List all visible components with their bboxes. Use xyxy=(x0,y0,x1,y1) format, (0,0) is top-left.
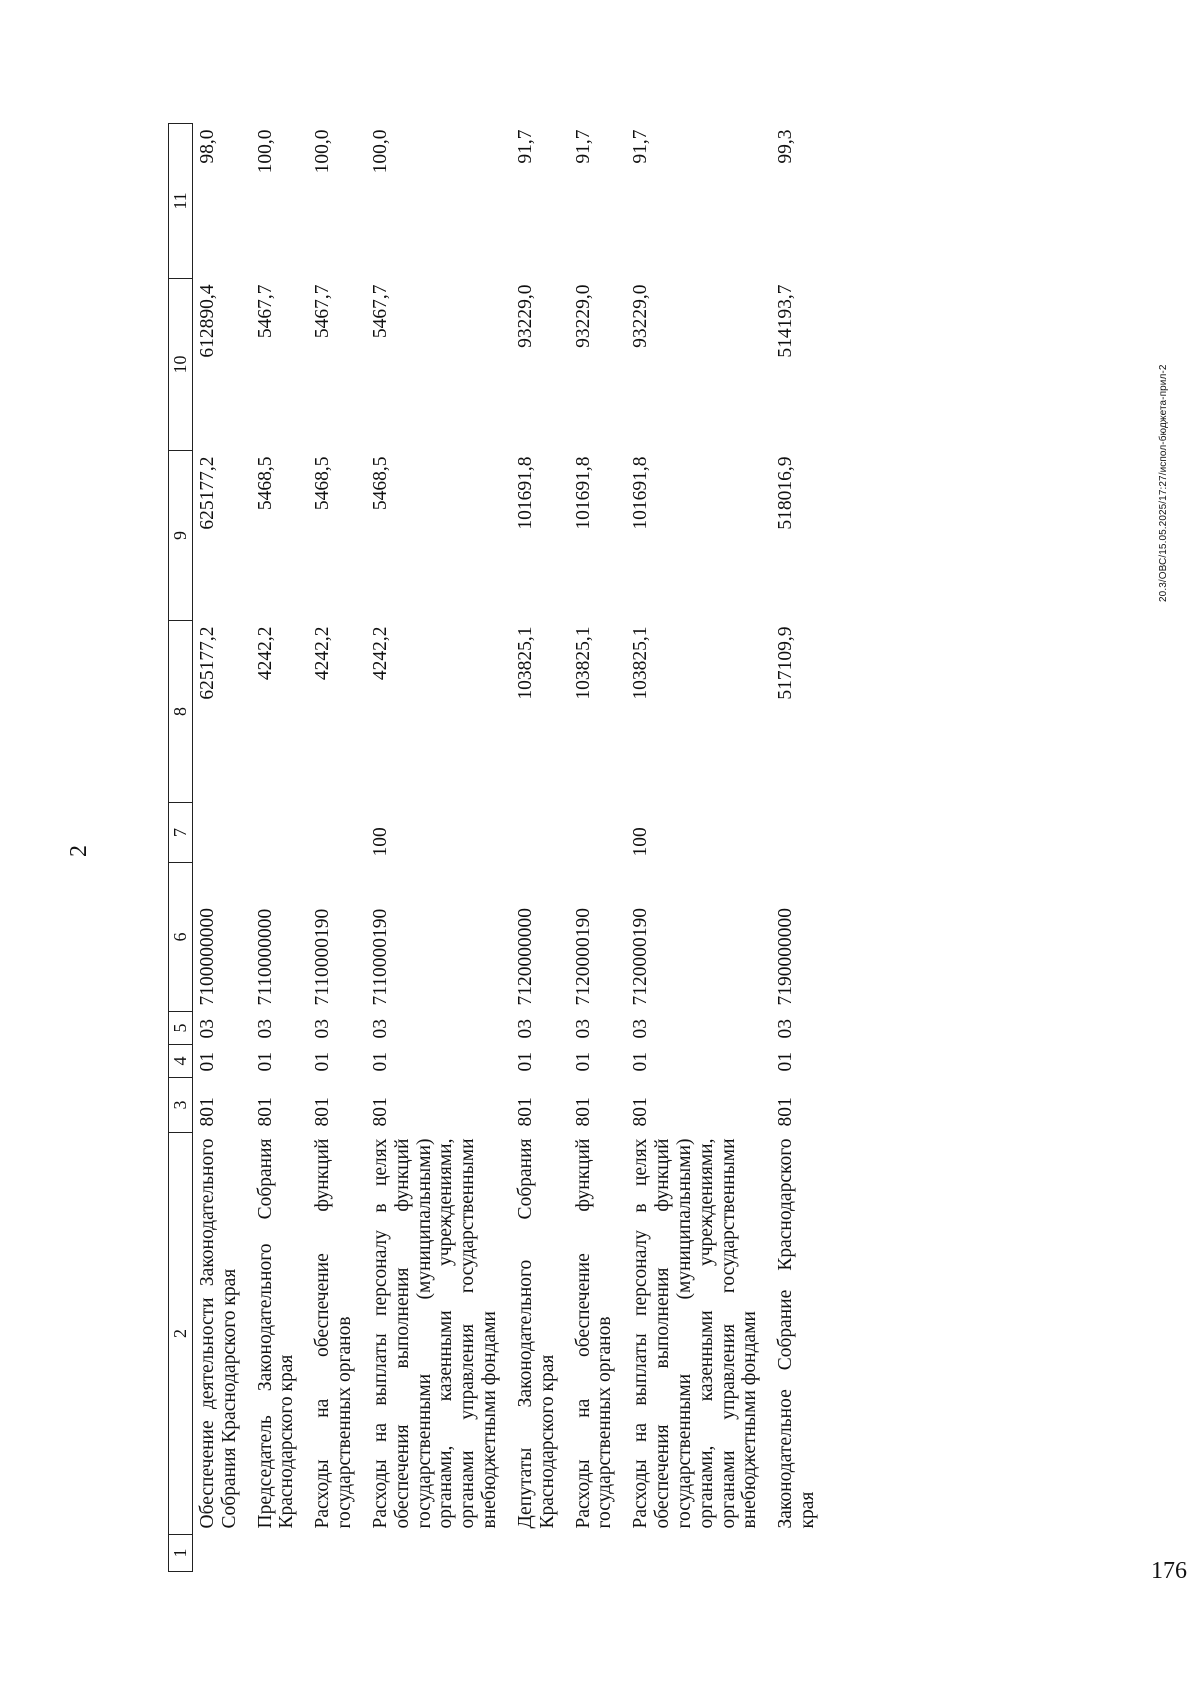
cell-name: Обеспечение деятельности Законодательного Собрания Краснодарского края xyxy=(197,1138,240,1529)
cell-subsection: 03 xyxy=(775,1019,797,1039)
cell-col11: 98,0 xyxy=(197,129,218,164)
cell-target: 7110000190 xyxy=(369,908,391,1006)
cell-col9: 518016,9 xyxy=(775,456,797,530)
cell-subsection: 03 xyxy=(369,1019,391,1039)
cell-col11: 100,0 xyxy=(254,129,276,174)
cell-col8: 4242,2 xyxy=(254,626,276,681)
cell-col10: 5467,7 xyxy=(254,284,276,339)
cell-section: 01 xyxy=(572,1052,594,1072)
cell-admin: 801 xyxy=(312,1097,334,1127)
table-row xyxy=(771,124,829,1572)
col-header-5: 5 xyxy=(169,1012,193,1045)
cell-subsection: 03 xyxy=(514,1019,536,1039)
cell-subsection: 03 xyxy=(197,1019,218,1039)
cell-col9: 5468,5 xyxy=(369,456,391,511)
cell-col9: 101691,8 xyxy=(630,456,652,530)
cell-admin: 801 xyxy=(254,1097,276,1127)
footer-code: 20.3/ОВС/15.05.2025/17:27/испол-бюджета-прил-2 xyxy=(1158,364,1169,602)
cell-target: 7120000190 xyxy=(572,908,594,1006)
cell-subsection: 03 xyxy=(254,1019,276,1039)
cell-col8: 103825,1 xyxy=(572,626,594,700)
cell-num xyxy=(626,1535,771,1572)
cell-admin: 801 xyxy=(369,1097,391,1127)
table-row xyxy=(569,124,627,1572)
cell-col11: 100,0 xyxy=(312,129,334,174)
cell-num xyxy=(771,1535,829,1572)
cell-admin: 801 xyxy=(775,1097,797,1127)
col-header-7: 7 xyxy=(169,803,193,863)
cell-section: 01 xyxy=(775,1052,797,1072)
cell-col10: 5467,7 xyxy=(369,284,391,339)
cell-name: Председатель Законодательного Собрания Краснодарского края xyxy=(254,1138,298,1529)
col-header-9: 9 xyxy=(169,451,193,621)
cell-target: 7120000000 xyxy=(514,908,536,1006)
cell-col8: 4242,2 xyxy=(369,626,391,681)
cell-name: Расходы на выплаты персоналу в целях обеспечения выполнения функций государственными (муниципальными) органами, казенными учреждениями, органами управления государственными внебюджетными фондами xyxy=(630,1138,761,1529)
cell-col10: 93229,0 xyxy=(630,284,652,348)
cell-col8: 517109,9 xyxy=(775,626,797,700)
col-header-8: 8 xyxy=(169,621,193,803)
cell-admin: 801 xyxy=(572,1097,594,1127)
cell-col8: 103825,1 xyxy=(514,626,536,700)
cell-expense-type xyxy=(569,803,627,863)
col-header-6: 6 xyxy=(169,863,193,1012)
cell-admin: 801 xyxy=(514,1097,536,1127)
cell-col11: 99,3 xyxy=(775,129,797,164)
cell-num xyxy=(511,1535,569,1572)
cell-col9: 5468,5 xyxy=(254,456,276,511)
col-header-2: 2 xyxy=(169,1133,193,1535)
cell-col9: 5468,5 xyxy=(312,456,334,511)
cell-col8: 103825,1 xyxy=(630,626,652,700)
page-number: 2 xyxy=(66,845,92,857)
cell-col11: 91,7 xyxy=(514,129,536,164)
cell-target: 7120000190 xyxy=(630,908,652,1006)
cell-expense-type xyxy=(511,803,569,863)
cell-col10: 5467,7 xyxy=(312,284,334,339)
cell-section: 01 xyxy=(630,1052,652,1072)
col-header-11: 11 xyxy=(169,124,193,279)
cell-expense-type xyxy=(771,803,829,863)
table-row xyxy=(366,124,511,1572)
table-row xyxy=(626,124,771,1572)
cell-name: Расходы на выплаты персоналу в целях обеспечения выполнения функций государственными (муниципальными) органами, казенными учреждениями, органами управления государственными внебюджетными фондами xyxy=(369,1138,501,1529)
cell-section: 01 xyxy=(312,1052,334,1072)
header-row xyxy=(169,124,193,1572)
cell-section: 01 xyxy=(369,1052,391,1072)
col-header-4: 4 xyxy=(169,1045,193,1078)
cell-name: Расходы на обеспечение функций государственных органов xyxy=(572,1138,616,1529)
col-header-1: 1 xyxy=(169,1535,193,1572)
cell-target: 7110000190 xyxy=(312,908,334,1006)
cell-target: 7100000000 xyxy=(197,908,218,1006)
cell-section: 01 xyxy=(254,1052,276,1072)
cell-section: 01 xyxy=(514,1052,536,1072)
cell-num xyxy=(193,1535,251,1572)
budget-table xyxy=(168,123,829,1572)
table-row xyxy=(511,124,569,1572)
table-row xyxy=(193,124,251,1572)
table-row xyxy=(251,124,309,1572)
cell-target: 7190000000 xyxy=(775,908,797,1006)
cell-col8: 625177,2 xyxy=(197,626,218,700)
cell-col11: 91,7 xyxy=(630,129,652,164)
cell-col8: 4242,2 xyxy=(312,626,334,681)
cell-name: Расходы на обеспечение функций государственных органов xyxy=(312,1138,356,1529)
cell-col11: 91,7 xyxy=(572,129,594,164)
cell-col10: 93229,0 xyxy=(514,284,536,348)
cell-col9: 101691,8 xyxy=(514,456,536,530)
table-row xyxy=(308,124,366,1572)
cell-subsection: 03 xyxy=(312,1019,334,1039)
cell-expense-type: 100 xyxy=(630,827,652,857)
cell-subsection: 03 xyxy=(630,1019,652,1039)
cell-num xyxy=(569,1535,627,1572)
cell-section: 01 xyxy=(197,1052,218,1072)
cell-admin: 801 xyxy=(630,1097,652,1127)
cell-admin: 801 xyxy=(197,1097,218,1127)
cell-col10: 93229,0 xyxy=(572,284,594,348)
col-header-3: 3 xyxy=(169,1078,193,1133)
cell-num xyxy=(251,1535,309,1572)
cell-col9: 625177,2 xyxy=(197,456,218,530)
cell-col10: 514193,7 xyxy=(775,284,797,358)
cell-col11: 100,0 xyxy=(369,129,391,174)
cell-expense-type xyxy=(251,803,309,863)
cell-name: Законодательное Собрание Краснодарского края xyxy=(775,1138,819,1529)
col-header-10: 10 xyxy=(169,279,193,451)
cell-expense-type xyxy=(308,803,366,863)
cell-col9: 101691,8 xyxy=(572,456,594,530)
cell-expense-type: 100 xyxy=(369,827,391,857)
cell-target: 7110000000 xyxy=(254,908,276,1006)
cell-num xyxy=(366,1535,511,1572)
cell-name: Депутаты Законодательного Собрания Краснодарского края xyxy=(514,1138,558,1529)
sheet-number: 176 xyxy=(1151,1558,1187,1584)
cell-col10: 612890,4 xyxy=(197,284,218,358)
cell-num xyxy=(308,1535,366,1572)
cell-expense-type xyxy=(193,803,251,863)
cell-subsection: 03 xyxy=(572,1019,594,1039)
